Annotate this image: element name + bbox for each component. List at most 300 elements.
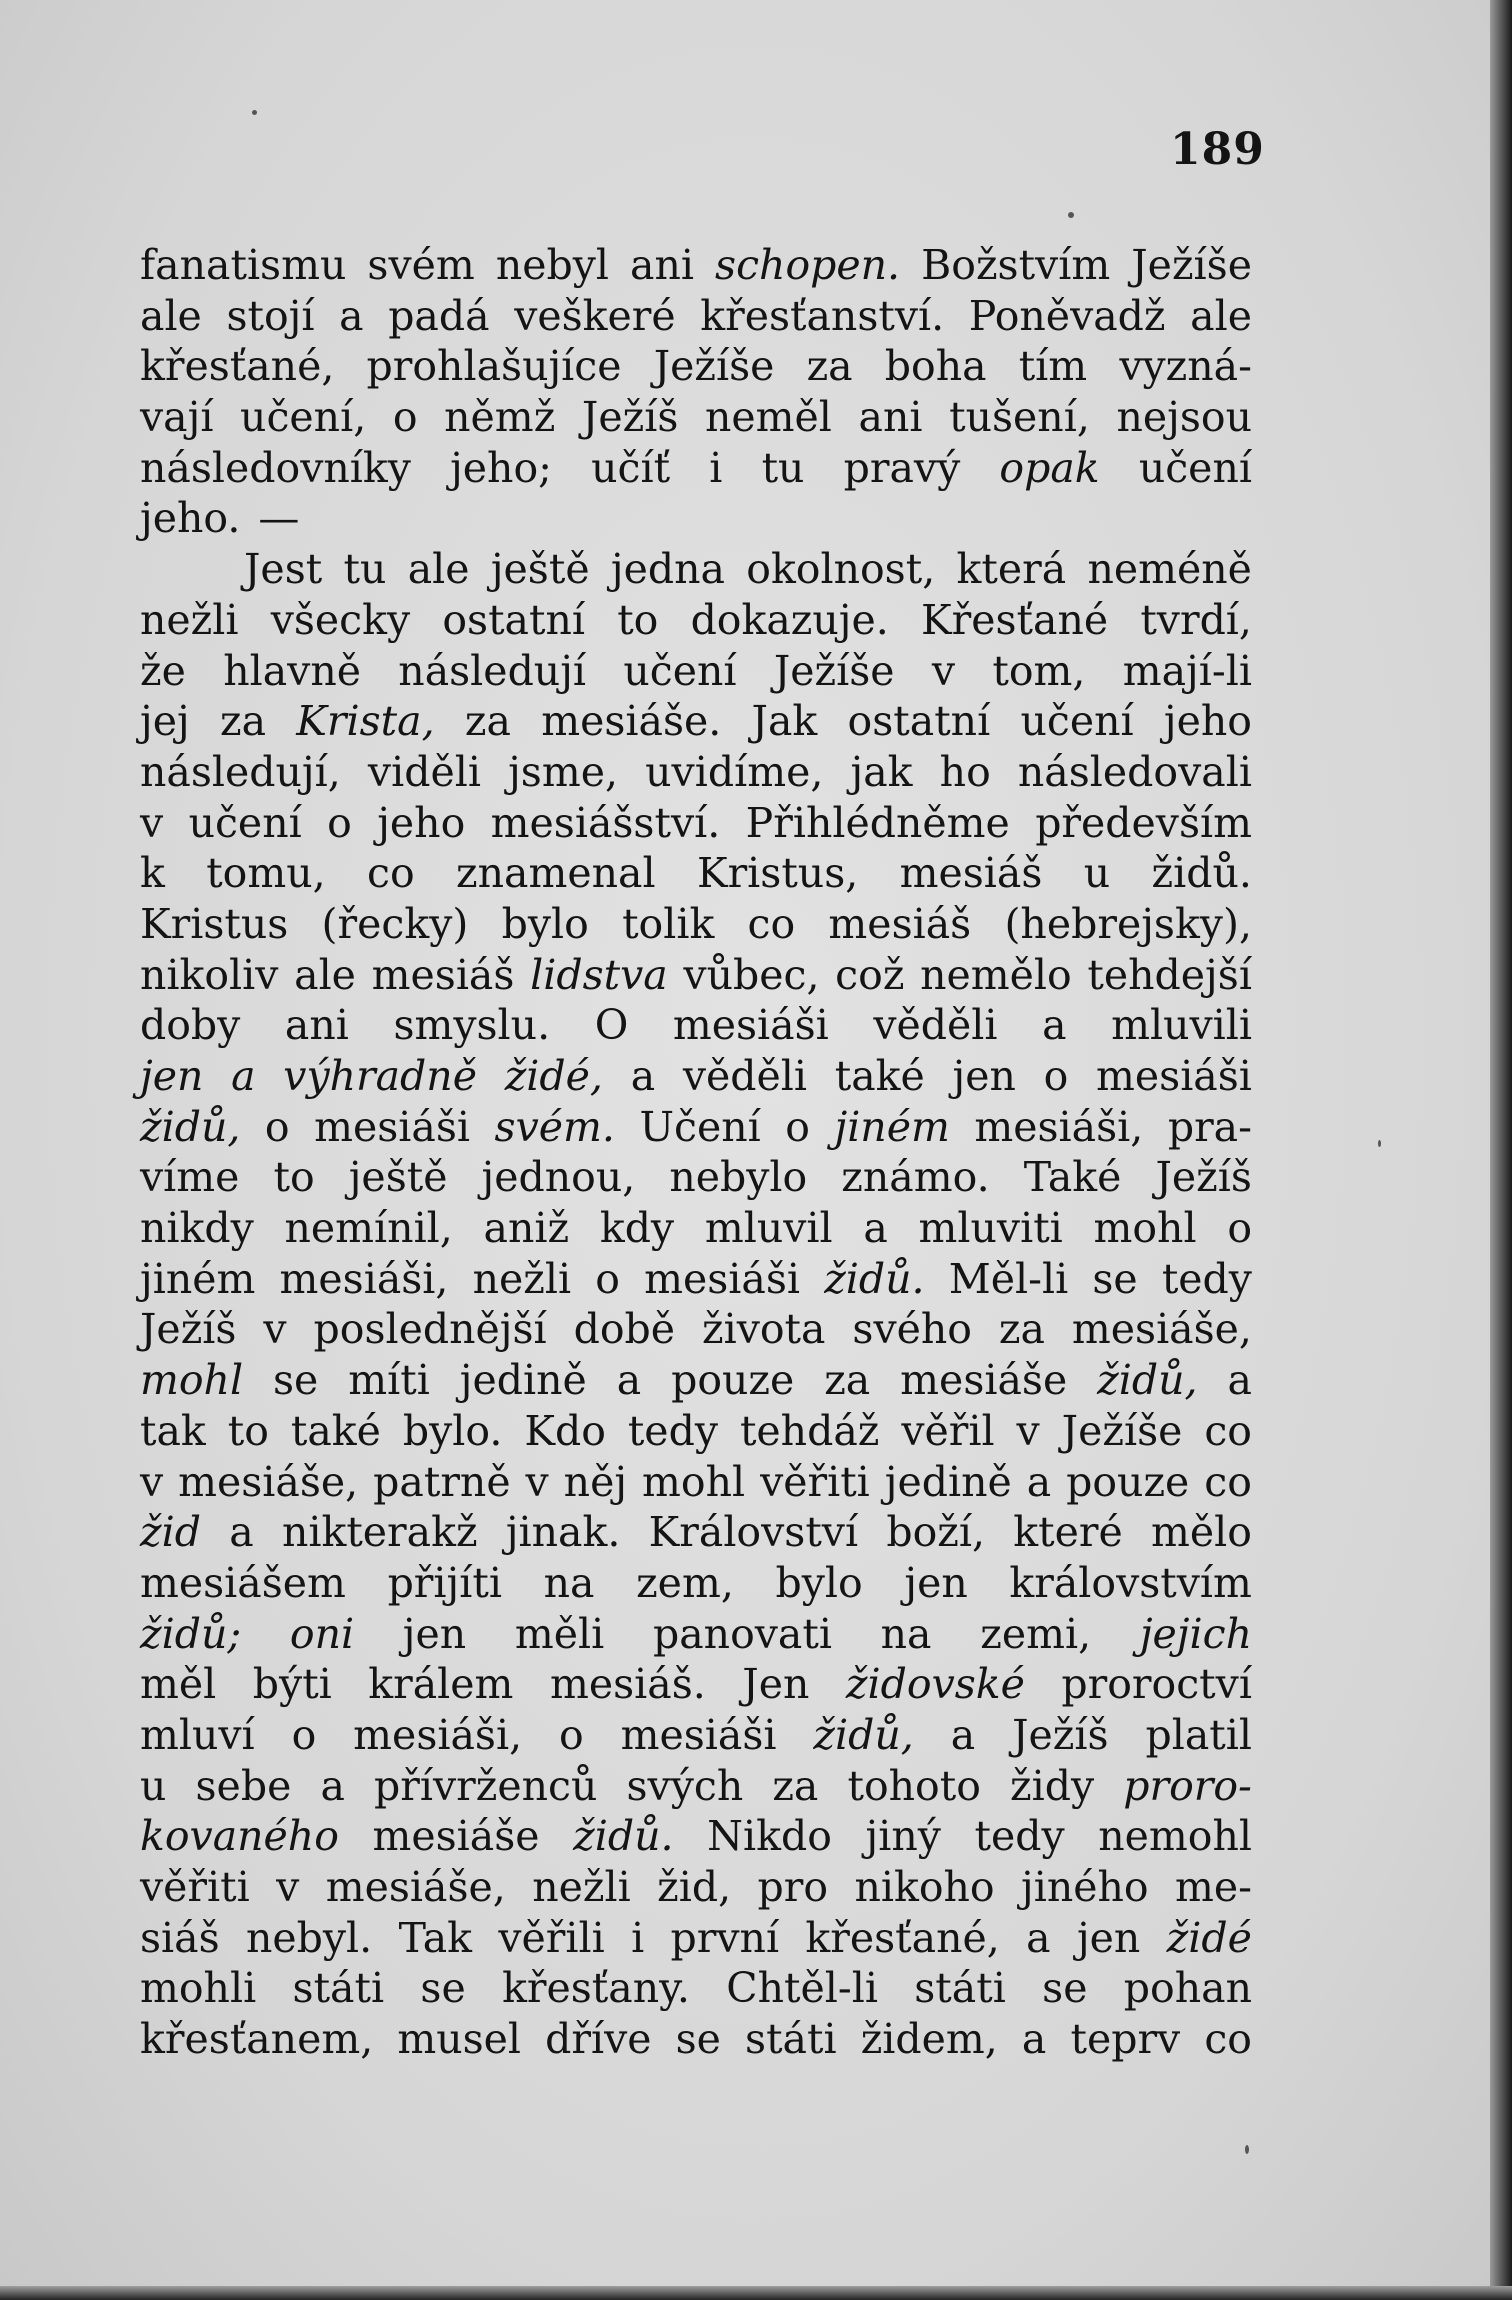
word: mohl — [140, 1356, 244, 1405]
word: následovníky — [140, 443, 411, 492]
word: a — [231, 1052, 256, 1100]
word: učení — [1138, 443, 1252, 492]
word: musel — [397, 2015, 522, 2064]
word: mesiáš — [371, 950, 515, 999]
word: mesiáši — [314, 1102, 471, 1151]
word: prohlašujíce — [366, 342, 622, 391]
word: Jak — [751, 697, 818, 746]
word: tohoto — [847, 1761, 981, 1810]
word: Ježíše — [653, 342, 775, 391]
word: křesťanem, — [140, 2015, 374, 2064]
word: bylo — [775, 1558, 863, 1607]
word: mohli — [140, 1964, 257, 2013]
word: zem, — [636, 1558, 734, 1607]
word: aniž — [483, 1204, 570, 1253]
word: mohl — [1093, 1204, 1197, 1253]
word: nežli — [532, 1863, 631, 1911]
word: proro- — [1123, 1761, 1252, 1810]
word: královstvím — [1009, 1558, 1252, 1607]
word: siáš — [140, 1913, 220, 1962]
word: mohl — [642, 1457, 746, 1506]
word: co — [367, 849, 415, 898]
word: dokazuje. — [690, 595, 889, 644]
word: opak — [999, 443, 1100, 492]
word: a — [339, 291, 364, 340]
word: věřili — [498, 1913, 605, 1962]
word: co — [747, 899, 796, 948]
word: i — [709, 443, 723, 492]
word: ani — [630, 241, 695, 289]
word: k — [140, 849, 165, 898]
word: ani — [284, 1001, 349, 1050]
word: svých — [626, 1761, 744, 1810]
word: ho — [939, 747, 991, 796]
word: nikdy — [140, 1204, 254, 1253]
word: mesiáš. — [549, 1660, 706, 1709]
word: co — [1204, 1457, 1252, 1506]
word: tom, — [992, 646, 1086, 695]
word: učíť — [591, 443, 671, 492]
word: němž — [444, 393, 556, 442]
word: jeho — [1163, 697, 1252, 746]
word: a — [320, 1761, 345, 1810]
word: o — [392, 393, 418, 442]
word: jen — [402, 1609, 467, 1658]
word: Nikdo — [707, 1812, 832, 1861]
word: v — [1016, 1406, 1040, 1455]
word: za — [998, 1305, 1045, 1354]
text-line — [140, 1406, 1252, 1457]
word: Ježíše — [1061, 1406, 1183, 1455]
word: zemi, — [980, 1609, 1092, 1658]
text-line — [140, 1558, 1252, 1609]
word: věděli — [873, 1001, 998, 1050]
word: nemínil, — [284, 1204, 453, 1253]
word: že — [140, 646, 186, 695]
word: patrně — [373, 1457, 511, 1506]
word: a — [1021, 2015, 1047, 2064]
word: tu — [343, 545, 387, 594]
word: Měl-li — [948, 1254, 1069, 1303]
word: přijíti — [387, 1558, 502, 1607]
text-line — [140, 1609, 1252, 1660]
word: mesiáš — [828, 899, 972, 948]
word: doby — [140, 1001, 241, 1050]
word: židů, — [140, 1102, 241, 1151]
word: židé — [1166, 1913, 1252, 1962]
word: se — [420, 1964, 466, 2013]
word: učení, — [240, 393, 367, 442]
word: známo. — [841, 1153, 990, 1202]
word: svém — [367, 241, 475, 289]
word: tedy — [627, 1406, 718, 1455]
word: mesiášství. — [490, 798, 721, 847]
word: jiném — [140, 1254, 256, 1303]
word: tehdáž — [739, 1406, 880, 1455]
word: ale — [140, 291, 202, 340]
word: panovati — [652, 1609, 832, 1658]
word: mesiáše, — [1071, 1305, 1252, 1354]
word: Království — [648, 1508, 859, 1557]
word: ostatní — [442, 595, 585, 644]
word: také — [834, 1052, 925, 1100]
page-edge-shadow-bottom — [0, 2286, 1512, 2300]
word: uvidíme, — [645, 747, 824, 796]
word: o — [327, 798, 352, 847]
word: mluviti — [918, 1204, 1063, 1253]
word: víme — [140, 1153, 240, 1202]
word: mesiáši, — [279, 1254, 449, 1303]
word: měli — [514, 1609, 605, 1658]
text-line — [140, 1355, 1252, 1406]
word: mesiáši — [644, 1254, 801, 1303]
word: jen — [904, 1558, 968, 1607]
word: době — [573, 1305, 676, 1354]
text-line — [140, 798, 1252, 849]
text-line — [140, 1913, 1252, 1964]
text-line — [140, 1304, 1252, 1355]
text-line — [140, 1102, 1252, 1153]
word: především — [1035, 798, 1252, 847]
word: života — [701, 1305, 826, 1354]
word: ale — [407, 545, 470, 594]
word: tu — [761, 443, 805, 492]
word: jednou, — [481, 1153, 636, 1202]
word: a — [1227, 1356, 1252, 1405]
word: v — [525, 1457, 549, 1506]
word: věděli — [682, 1052, 808, 1100]
word: mesiáši — [672, 1001, 829, 1050]
word: pro — [757, 1863, 829, 1911]
word: následovali — [1017, 747, 1252, 796]
word: bylo. — [402, 1406, 503, 1455]
word: tvrdí, — [1140, 595, 1252, 644]
word: smyslu. — [393, 1001, 551, 1050]
word: se — [675, 2015, 721, 2064]
word: svém. — [494, 1102, 615, 1151]
word: Kristus — [140, 899, 289, 948]
word: a — [1026, 1913, 1051, 1962]
word: nikoliv — [140, 950, 279, 999]
text-line — [140, 1811, 1252, 1862]
word: jinak. — [505, 1508, 621, 1557]
word: teprv — [1070, 2015, 1181, 2064]
word: okolnost, — [746, 545, 936, 594]
word: jiný — [865, 1812, 941, 1861]
word: Učení — [639, 1102, 761, 1151]
word: věřil — [901, 1406, 995, 1455]
word: neměl — [704, 393, 832, 442]
word: dříve — [545, 2015, 652, 2064]
word: pouze — [1066, 1457, 1190, 1506]
word: na — [543, 1558, 595, 1607]
word: v — [140, 798, 164, 847]
word: fanatismu — [140, 241, 347, 289]
word: mesiášem — [140, 1558, 346, 1607]
word: židů, — [1097, 1356, 1198, 1405]
word: jiném — [834, 1102, 950, 1151]
word: ještě — [348, 1153, 448, 1202]
word: pra- — [1167, 1102, 1252, 1151]
word: pravý — [843, 443, 961, 492]
word: nebyl. — [245, 1913, 373, 1962]
text-line — [140, 1507, 1252, 1558]
word: sebe — [195, 1761, 292, 1810]
word: o — [1043, 1052, 1069, 1100]
word: v — [263, 1305, 287, 1354]
word: Tak — [398, 1913, 473, 1962]
word: znamenal — [456, 849, 656, 898]
text-line — [140, 696, 1252, 747]
word: nežli — [472, 1254, 572, 1303]
text-line — [140, 646, 1252, 697]
word: tedy — [974, 1812, 1065, 1861]
word: proroctví — [1061, 1660, 1252, 1709]
word: se — [1042, 1964, 1088, 2013]
word: nejsou — [1116, 393, 1252, 442]
word: učení — [188, 798, 302, 847]
word: Křesťané — [921, 595, 1109, 644]
word: a — [229, 1508, 254, 1557]
word: míti — [348, 1356, 430, 1405]
word: a — [1042, 1001, 1067, 1050]
word: o — [291, 1710, 317, 1759]
word: Krista, — [296, 697, 435, 746]
text-line — [140, 950, 1252, 1001]
text-line — [140, 392, 1252, 443]
text-line — [140, 595, 1252, 646]
word: křesťanství. — [700, 291, 945, 340]
word: žid, — [657, 1863, 732, 1911]
word: padá — [388, 291, 490, 340]
word: tak — [140, 1406, 206, 1455]
word: mesiáše — [900, 1356, 1068, 1405]
word: býti — [252, 1660, 332, 1709]
word: se — [1092, 1254, 1138, 1303]
word: boží, — [886, 1508, 986, 1557]
word: pouze — [671, 1356, 795, 1405]
word: na — [880, 1609, 932, 1658]
word: co — [1204, 2015, 1252, 2064]
word: jeho. — [140, 494, 241, 543]
text-line — [140, 1710, 1252, 1761]
word: mesiáše. — [541, 697, 722, 746]
word: to — [227, 1406, 269, 1455]
word: — — [258, 494, 300, 543]
word: Také — [1023, 1153, 1122, 1202]
word: kovaného — [140, 1812, 339, 1861]
text-line — [140, 899, 1252, 950]
word: jeho; — [450, 443, 552, 492]
text-line — [140, 747, 1252, 798]
text-line — [140, 544, 1252, 595]
word: o — [1227, 1204, 1252, 1253]
word: Kdo — [524, 1406, 606, 1455]
word: něj — [563, 1457, 628, 1506]
word: ale — [294, 950, 356, 999]
word: Kristus, — [696, 849, 859, 898]
word: první — [670, 1913, 780, 1962]
word: pohan — [1123, 1964, 1252, 2013]
word: oni — [289, 1609, 355, 1658]
word: jiného — [1021, 1863, 1149, 1911]
word: i — [631, 1913, 645, 1962]
page-number: 189 — [1170, 124, 1265, 175]
word: mluvili — [1111, 1001, 1252, 1050]
word: křesťané, — [805, 1913, 1000, 1962]
text-line — [140, 240, 1252, 291]
word: králem — [368, 1660, 514, 1709]
word: která — [956, 545, 1067, 594]
text-line — [140, 1000, 1252, 1051]
word: nebylo — [669, 1153, 808, 1202]
word: židů. — [573, 1812, 674, 1861]
word: státi — [292, 1964, 385, 2013]
word: svého — [852, 1305, 972, 1354]
print-speck — [1068, 212, 1074, 218]
word: mesiáši, — [974, 1102, 1144, 1151]
word: viděli — [367, 747, 481, 796]
word: za — [219, 697, 267, 746]
word: za — [772, 1761, 819, 1810]
word: ostatní — [847, 697, 991, 746]
print-speck — [252, 110, 257, 115]
word: Ježíš — [140, 1305, 237, 1354]
word: které — [1013, 1508, 1123, 1557]
word: což — [835, 950, 905, 999]
print-speck — [1245, 2145, 1249, 2154]
word: židů, — [813, 1710, 914, 1759]
word: vyzná- — [1119, 342, 1252, 391]
text-line — [140, 1862, 1252, 1913]
word: nežli — [140, 595, 239, 644]
word: nemohl — [1098, 1812, 1252, 1861]
word: věřiti — [760, 1457, 870, 1506]
word: mluvil — [704, 1204, 833, 1253]
word: kdy — [599, 1204, 675, 1253]
word: Ježíše — [773, 646, 895, 695]
word: o — [264, 1102, 290, 1151]
word: židy — [1010, 1761, 1095, 1810]
word: platil — [1145, 1710, 1252, 1759]
word: ještě — [490, 545, 590, 594]
text-line — [140, 1254, 1252, 1305]
text-line — [140, 1203, 1252, 1254]
word: všecky — [270, 595, 411, 644]
word: Ježíš — [581, 393, 679, 442]
word: také — [290, 1406, 381, 1455]
word: tedy — [1161, 1254, 1252, 1303]
word: v — [931, 646, 956, 695]
word: neméně — [1087, 545, 1252, 594]
word: mesiáši — [1096, 1052, 1252, 1100]
word: mají-li — [1122, 646, 1252, 695]
word: jak — [850, 747, 913, 796]
word: boha — [884, 342, 987, 391]
text-line — [140, 1659, 1252, 1710]
word: židem, — [860, 2015, 998, 2064]
word: Ježíše — [1131, 241, 1252, 289]
word: veškeré — [514, 291, 676, 340]
word: židovské — [845, 1660, 1025, 1709]
word: židů. — [1151, 849, 1252, 898]
word: mesiáše, — [178, 1457, 359, 1506]
word: následují, — [140, 747, 341, 796]
word: o — [559, 1710, 584, 1759]
word: tušení, — [949, 393, 1090, 442]
word: poslednější — [313, 1305, 547, 1354]
text-line — [140, 848, 1252, 899]
word: (hebrejsky), — [1004, 899, 1252, 948]
word: učení — [1020, 697, 1134, 746]
word: mesiáši, — [353, 1710, 523, 1759]
word: křesťany. — [502, 1964, 690, 2013]
text-line — [140, 1761, 1252, 1812]
word: o — [595, 1254, 620, 1303]
word: státi — [745, 2015, 837, 2064]
word: ani — [858, 393, 923, 442]
word: me- — [1175, 1863, 1252, 1911]
word: Přihlédněme — [745, 798, 1010, 847]
word: Ježíš — [1012, 1710, 1109, 1759]
word: jej — [140, 697, 190, 746]
word: státi — [914, 1964, 1006, 2013]
text-line — [140, 2014, 1252, 2065]
word: za — [806, 342, 853, 391]
word: žid — [140, 1508, 201, 1557]
word: přívrženců — [374, 1761, 598, 1810]
word: se — [273, 1356, 319, 1405]
word: mesiáše, — [325, 1863, 506, 1911]
word: křesťané, — [140, 342, 335, 391]
text-line — [140, 1963, 1252, 2014]
word: tomu, — [206, 849, 326, 898]
word: a — [863, 1204, 888, 1253]
word: u — [140, 1761, 167, 1810]
word: jedině — [884, 1457, 1012, 1506]
word: tím — [1018, 342, 1088, 391]
word: jeho — [377, 798, 466, 847]
word: Božstvím — [921, 241, 1111, 289]
text-line — [140, 1457, 1252, 1508]
word: židů. — [824, 1254, 925, 1303]
word: v — [140, 1457, 164, 1506]
word: u — [1083, 849, 1111, 898]
word: nebyl — [495, 241, 610, 289]
word: bylo — [501, 899, 589, 948]
body-text — [140, 240, 1252, 2065]
word: jen — [140, 1052, 204, 1100]
page-edge-shadow-right — [1490, 0, 1512, 2300]
print-speck — [1378, 1140, 1381, 1147]
word: lidstva — [530, 950, 668, 999]
word: co — [1204, 1406, 1252, 1455]
word: za — [464, 697, 511, 746]
word: o — [785, 1102, 810, 1151]
word: měl — [140, 1660, 217, 1709]
word: nikoho — [854, 1863, 995, 1911]
word: mluví — [140, 1710, 255, 1759]
word: židů; — [140, 1609, 242, 1658]
word: jen — [952, 1052, 1016, 1100]
word: za — [824, 1356, 871, 1405]
text-line — [140, 443, 1252, 494]
word: a — [950, 1710, 976, 1759]
word: O — [594, 1001, 629, 1050]
word: Chtěl-li — [726, 1964, 878, 2013]
word: židé, — [504, 1052, 603, 1100]
word: mesiáše — [372, 1812, 540, 1861]
